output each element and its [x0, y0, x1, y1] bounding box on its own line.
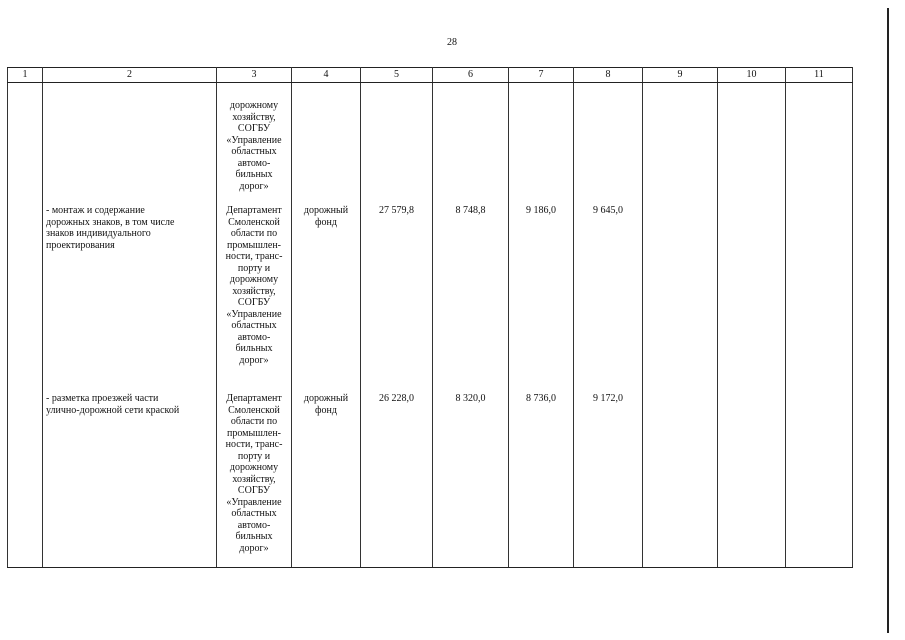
- text-line: - монтаж и содержание: [46, 205, 145, 216]
- column-header: 6: [433, 68, 509, 83]
- executor-cell: [217, 83, 292, 568]
- row-2-amount-year-2: 8 736,0: [526, 393, 556, 404]
- text-line: улично-дорожной сети краской: [46, 404, 180, 416]
- text-line: областных: [231, 320, 277, 331]
- row-2-amount-year-1: 8 320,0: [455, 393, 486, 404]
- text-line: бильных: [235, 343, 273, 354]
- description-cell: [43, 83, 217, 568]
- text-line: автомо-: [237, 519, 271, 531]
- amount-year-3-cell: [574, 83, 643, 568]
- text-line: хозяйству,: [232, 111, 276, 123]
- text-line: Смоленской: [228, 404, 280, 416]
- text-line: знаков индивидуального: [46, 228, 151, 239]
- text-line: СОГБУ: [237, 123, 271, 134]
- empty-cell: [718, 83, 786, 568]
- amount-year-2-cell: [509, 83, 574, 568]
- text-line: порту и: [237, 262, 271, 274]
- page-edge-line: [887, 8, 889, 633]
- text-line: автомо-: [237, 331, 271, 343]
- text-line: дорог»: [239, 542, 269, 554]
- row-2-executor: [218, 393, 290, 554]
- table-header-row: [8, 68, 853, 83]
- row-1-amount-year-1: 8 748,8: [455, 205, 486, 216]
- text-line: промышлен-: [226, 239, 282, 251]
- row-2-amount-year-3: 9 172,0: [593, 393, 623, 404]
- text-line: бильных: [235, 531, 273, 542]
- column-header: 10: [718, 68, 786, 83]
- text-line: ности, транс-: [225, 251, 283, 262]
- text-line: автомо-: [237, 157, 271, 169]
- column-header: 3: [217, 68, 292, 83]
- column-header: 1: [8, 68, 43, 83]
- text-line: - разметка проезжей части: [46, 393, 159, 404]
- text-line: ности, транс-: [225, 439, 283, 450]
- text-line: области по: [230, 228, 278, 239]
- column-header: 7: [509, 68, 574, 83]
- text-line: дорог»: [239, 354, 269, 366]
- text-line: «Управление: [226, 134, 282, 146]
- text-line: областных: [231, 146, 277, 157]
- text-line: СОГБУ: [237, 297, 271, 308]
- row-2-funding-source: [293, 393, 359, 416]
- funding-source-cell: [292, 83, 361, 568]
- text-line: порту и: [237, 450, 271, 462]
- text-line: «Управление: [226, 308, 282, 320]
- row-2-amount-total: 26 228,0: [379, 393, 414, 404]
- text-line: дорожному: [229, 100, 279, 111]
- text-line: хозяйству,: [232, 285, 276, 297]
- text-line: областных: [231, 508, 277, 519]
- text-line: СОГБУ: [237, 485, 271, 496]
- number-cell: [8, 83, 43, 568]
- row-1-description: [46, 205, 214, 251]
- text-line: бильных: [235, 169, 273, 180]
- column-header: 8: [574, 68, 643, 83]
- text-line: Смоленской: [228, 216, 280, 228]
- text-line: промышлен-: [226, 427, 282, 439]
- column-header: 5: [361, 68, 433, 83]
- empty-cell: [786, 83, 853, 568]
- amount-total-cell: [361, 83, 433, 568]
- executor-continued: [218, 100, 290, 192]
- row-1-amount-total: 27 579,8: [379, 205, 414, 216]
- amount-year-1-cell: [433, 83, 509, 568]
- row-2-description: [46, 393, 214, 416]
- text-line: дорожному: [229, 462, 279, 473]
- column-header: 2: [43, 68, 217, 83]
- text-line: дорожный: [303, 205, 349, 216]
- text-line: дорожный: [303, 393, 349, 404]
- text-line: дорог»: [239, 180, 269, 192]
- page-number: 28: [447, 37, 457, 48]
- text-line: «Управление: [226, 496, 282, 508]
- text-line: дорожному: [229, 274, 279, 285]
- column-header: 4: [292, 68, 361, 83]
- text-line: дорожных знаков, в том числе: [46, 216, 175, 228]
- data-table: [7, 67, 853, 568]
- table-body-row: [8, 83, 853, 568]
- text-line: Департамент: [226, 205, 282, 216]
- row-1-executor: [218, 205, 290, 366]
- text-line: хозяйству,: [232, 473, 276, 485]
- text-line: области по: [230, 416, 278, 427]
- text-line: проектирования: [46, 239, 115, 251]
- text-line: фонд: [315, 404, 337, 416]
- row-1-amount-year-3: 9 645,0: [593, 205, 623, 216]
- empty-cell: [643, 83, 718, 568]
- row-1-funding-source: [293, 205, 359, 228]
- column-header: 11: [786, 68, 853, 83]
- row-1-amount-year-2: 9 186,0: [526, 205, 556, 216]
- column-header: 9: [643, 68, 718, 83]
- text-line: Департамент: [226, 393, 282, 404]
- text-line: фонд: [315, 216, 337, 228]
